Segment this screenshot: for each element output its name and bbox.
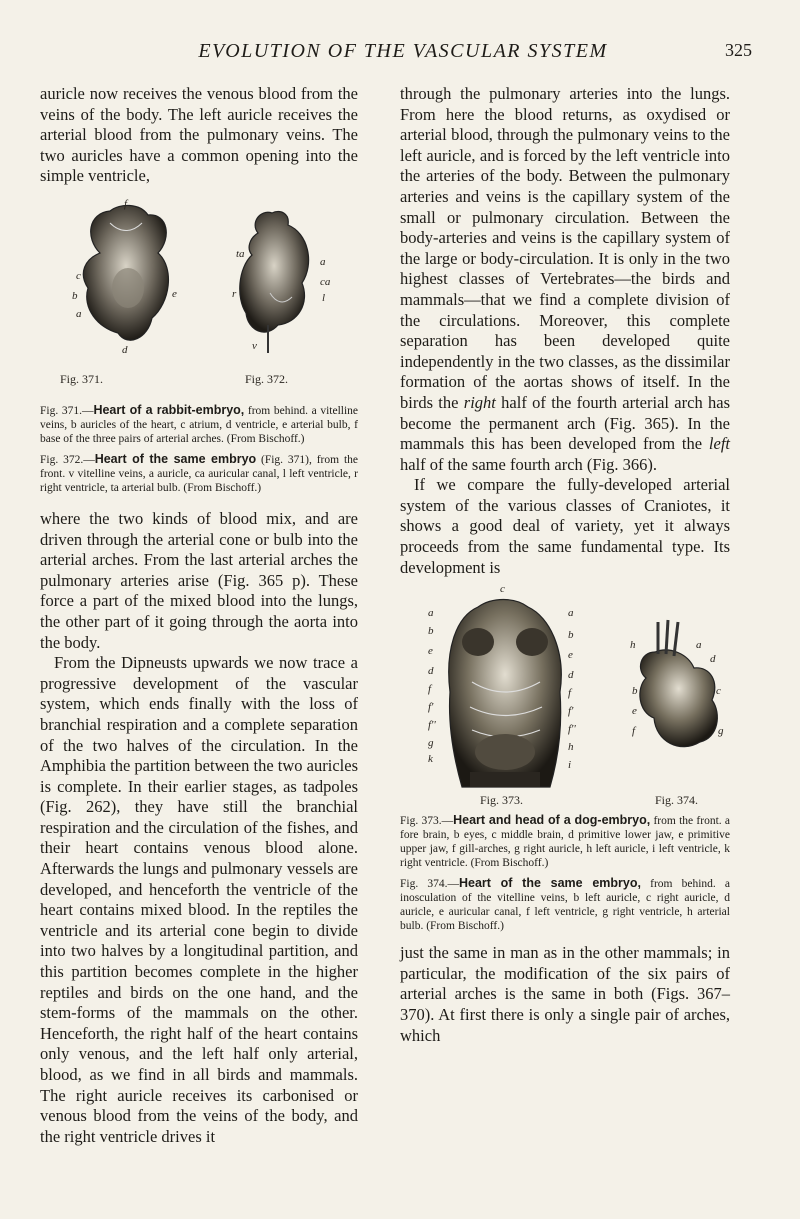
fig374-letter: g bbox=[718, 725, 724, 738]
fig373-letter: i bbox=[568, 759, 572, 772]
caption-text: from behind. a inosculation of the vitelline veins, b left auricle, c right auricle, d auricle, e auricular canal, f left ventricle, g right ventricle, h arterial bulb. (From Bischoff.) bbox=[400, 878, 730, 933]
fig372-letter: l bbox=[322, 291, 326, 304]
caption-text: (Fig. 371), from the front. v vitelline veins, a auricle, ca auricular canal, l left ventricle, r right ventricle, ta arterial bulb. (From Bischoff.) bbox=[40, 453, 358, 494]
fig373-letter: f'' bbox=[428, 719, 436, 732]
caption-title: Heart of a rabbit-embryo, bbox=[93, 402, 245, 417]
caption-title: Heart of the same embryo, bbox=[458, 876, 641, 891]
fig373-letter: a bbox=[428, 607, 434, 620]
heart-illustrations-371-372 bbox=[40, 193, 358, 425]
fig374-letter: d bbox=[710, 653, 716, 666]
right-paragraph-1 bbox=[400, 84, 730, 475]
fig371-letter: e bbox=[172, 287, 177, 300]
fig373-letter: e bbox=[568, 649, 573, 662]
fig371-letter: b bbox=[72, 289, 78, 302]
fig373-letter: b bbox=[568, 629, 574, 642]
caption-title: Heart and head of a dog-embryo, bbox=[453, 813, 651, 828]
left-paragraph-2: where the two kinds of blood mix, and are driven through the arterial cone or bulb into the arterial arches. From the last arterial arches the pulmonary arteries arise (Fig. 365 p). These force a part of the mixed blood into the lungs, the other part of it going through the aorta into the body. bbox=[40, 508, 358, 652]
left-paragraph-3: From the Dipneusts upwards we now trace a progressive development of the vascular system, which ends finally with the loss of branchial respiration and a complete separation of the two halves of the circulation. In the Amphibia the partition between the two auricles is complete. In their earlier stages, as tadpoles (Fig. 262), they have still the branchial respiration and the circulation of the fishes, and their heart contains venous blood alone. Afterwards the lungs and pulmonary vessels are developed, and henceforth the ventricle of the heart contains mixed blood. In the reptiles the ventricle and its arterial cone begin to divide into two halves by a longitudinal partition, and this partition becomes complete in the higher reptiles and birds on the one hand, and the stem-forms of the mammals on the other. Henceforth, the right half of the heart contains only venous, and the left half only arterial, blood, as we find in all birds and mammals. The right auricle receives its carbonised or venous blood from the veins of the body, and the right ventricle drives it bbox=[40, 653, 358, 1146]
fig373-letter: g bbox=[428, 737, 434, 750]
fig373-letter: a bbox=[568, 607, 574, 620]
left-column bbox=[40, 84, 358, 1147]
fig374-heart-drawing bbox=[640, 620, 717, 747]
fig371-heart-drawing bbox=[83, 205, 168, 340]
fig373-letter: f' bbox=[568, 705, 574, 718]
caption-lead: Fig. 372.— bbox=[40, 453, 95, 466]
running-title: EVOLUTION OF THE VASCULAR SYSTEM bbox=[198, 40, 608, 62]
emphasis-right: right bbox=[463, 392, 496, 412]
fig373-letter: k bbox=[428, 753, 433, 766]
caption-fig374 bbox=[400, 876, 730, 933]
caption-text: from behind. a vitelline veins, b auricles of the heart, c atrium, d ventricle, e arterial bulb, f base of the three pairs of arterial arches. (From Bischoff.) bbox=[40, 404, 359, 445]
fig372-letter: ta bbox=[236, 247, 245, 260]
fig371-letter: a bbox=[76, 307, 82, 320]
fig374-letter: a bbox=[696, 639, 702, 652]
caption-fig373 bbox=[400, 813, 730, 870]
fig374-letter: h bbox=[630, 639, 636, 652]
fig371-label: Fig. 371. bbox=[60, 371, 104, 386]
fig373-letter: d bbox=[428, 665, 434, 678]
heart-illustrations-373-374 bbox=[400, 582, 730, 807]
fig374-label: Fig. 374. bbox=[655, 793, 699, 808]
left-paragraph-1: auricle now receives the venous blood from the veins of the body. The left auricle receives the arterial blood from the pulmonary veins. The two auricles have a common opening into the simple ventricle, bbox=[40, 84, 358, 186]
caption-title: Heart of the same embryo bbox=[94, 451, 257, 466]
figures-371-372 bbox=[40, 193, 358, 425]
running-header bbox=[0, 40, 800, 68]
fig372-heart-drawing bbox=[240, 211, 309, 353]
fig373-letter: c bbox=[500, 583, 505, 596]
right-paragraph-2: If we compare the fully-developed arterial system of the various classes of Craniotes, it shows a good deal of variety, yet it always proceeds from the same fundamental type. Its development is bbox=[400, 475, 730, 577]
right-column bbox=[400, 84, 730, 1046]
caption-lead: Fig. 373.— bbox=[400, 815, 454, 828]
fig373-right-letters bbox=[568, 607, 576, 771]
fig372-label: Fig. 372. bbox=[245, 371, 289, 386]
fig371-letter: f bbox=[124, 197, 128, 210]
fig374-letter: c bbox=[716, 685, 721, 698]
fig373-letter: b bbox=[428, 625, 434, 638]
caption-fig372 bbox=[40, 452, 358, 495]
text-run: half of the fourth arterial arch has become the permanent arch (Fig. 365). In the mammals this has been developed from the bbox=[400, 392, 730, 454]
page-number: 325 bbox=[725, 40, 752, 60]
fig373-letter: f'' bbox=[568, 723, 576, 736]
figures-373-374 bbox=[400, 582, 730, 807]
fig373-head-and-heart-drawing bbox=[449, 600, 562, 788]
fig373-letter: f bbox=[568, 687, 572, 700]
caption-text: from the front. a fore brain, b eyes, c middle brain, d primitive lower jaw, e primitive upper jaw, f gill-arches, g right auricle, h left auricle, i left ventricle, k right ventricle. (From Bischoff.) bbox=[400, 815, 730, 870]
fig373-letter: d bbox=[568, 669, 574, 682]
caption-lead: Fig. 371.— bbox=[40, 404, 94, 417]
fig372-letter: v bbox=[252, 339, 257, 352]
fig372-letter: a bbox=[320, 255, 326, 268]
text-run: half of the same fourth arch (Fig. 366). bbox=[400, 454, 658, 474]
fig372-letter: r bbox=[232, 287, 237, 300]
fig372-letter: ca bbox=[320, 275, 331, 288]
fig373-label: Fig. 373. bbox=[480, 793, 524, 808]
fig371-letter: c bbox=[76, 269, 81, 282]
fig374-letter: e bbox=[632, 705, 637, 718]
fig373-letter: f' bbox=[428, 701, 434, 714]
emphasis-left: left bbox=[708, 434, 730, 454]
fig373-letter: e bbox=[428, 645, 433, 658]
right-paragraph-3: just the same in man as in the other mammals; in particular, the modification of the six pairs of arterial arches is the same in both (Figs. 367–370). At first there is only a single pair of arches, which bbox=[400, 943, 730, 1045]
fig373-letter: h bbox=[568, 741, 574, 754]
text-run: through the pulmonary arteries into the lungs. From here the blood returns, as oxydised or arterial blood, through the pulmonary veins to the left auricle, and is forced by the left ventricle into the arteries of the body. Between the pulmonary arteries and veins is the capillary system of the small or pulmonary circulation. Between the body-arteries and veins is the capillary system of the large or body-circulation. It is only in the two highest classes of Vertebrates—the birds and mammals—that we find a complete division of the circulations. Moreover, this complete separation has been developed quite independently in the two classes, as the dissimilar formation of the aortas shows of itself. In the birds the bbox=[400, 84, 730, 412]
fig371-letter: d bbox=[122, 343, 128, 356]
fig373-letter: f bbox=[428, 683, 432, 696]
fig374-letter: f bbox=[632, 725, 636, 738]
fig374-letter: b bbox=[632, 685, 638, 698]
caption-lead: Fig. 374.— bbox=[400, 878, 459, 891]
